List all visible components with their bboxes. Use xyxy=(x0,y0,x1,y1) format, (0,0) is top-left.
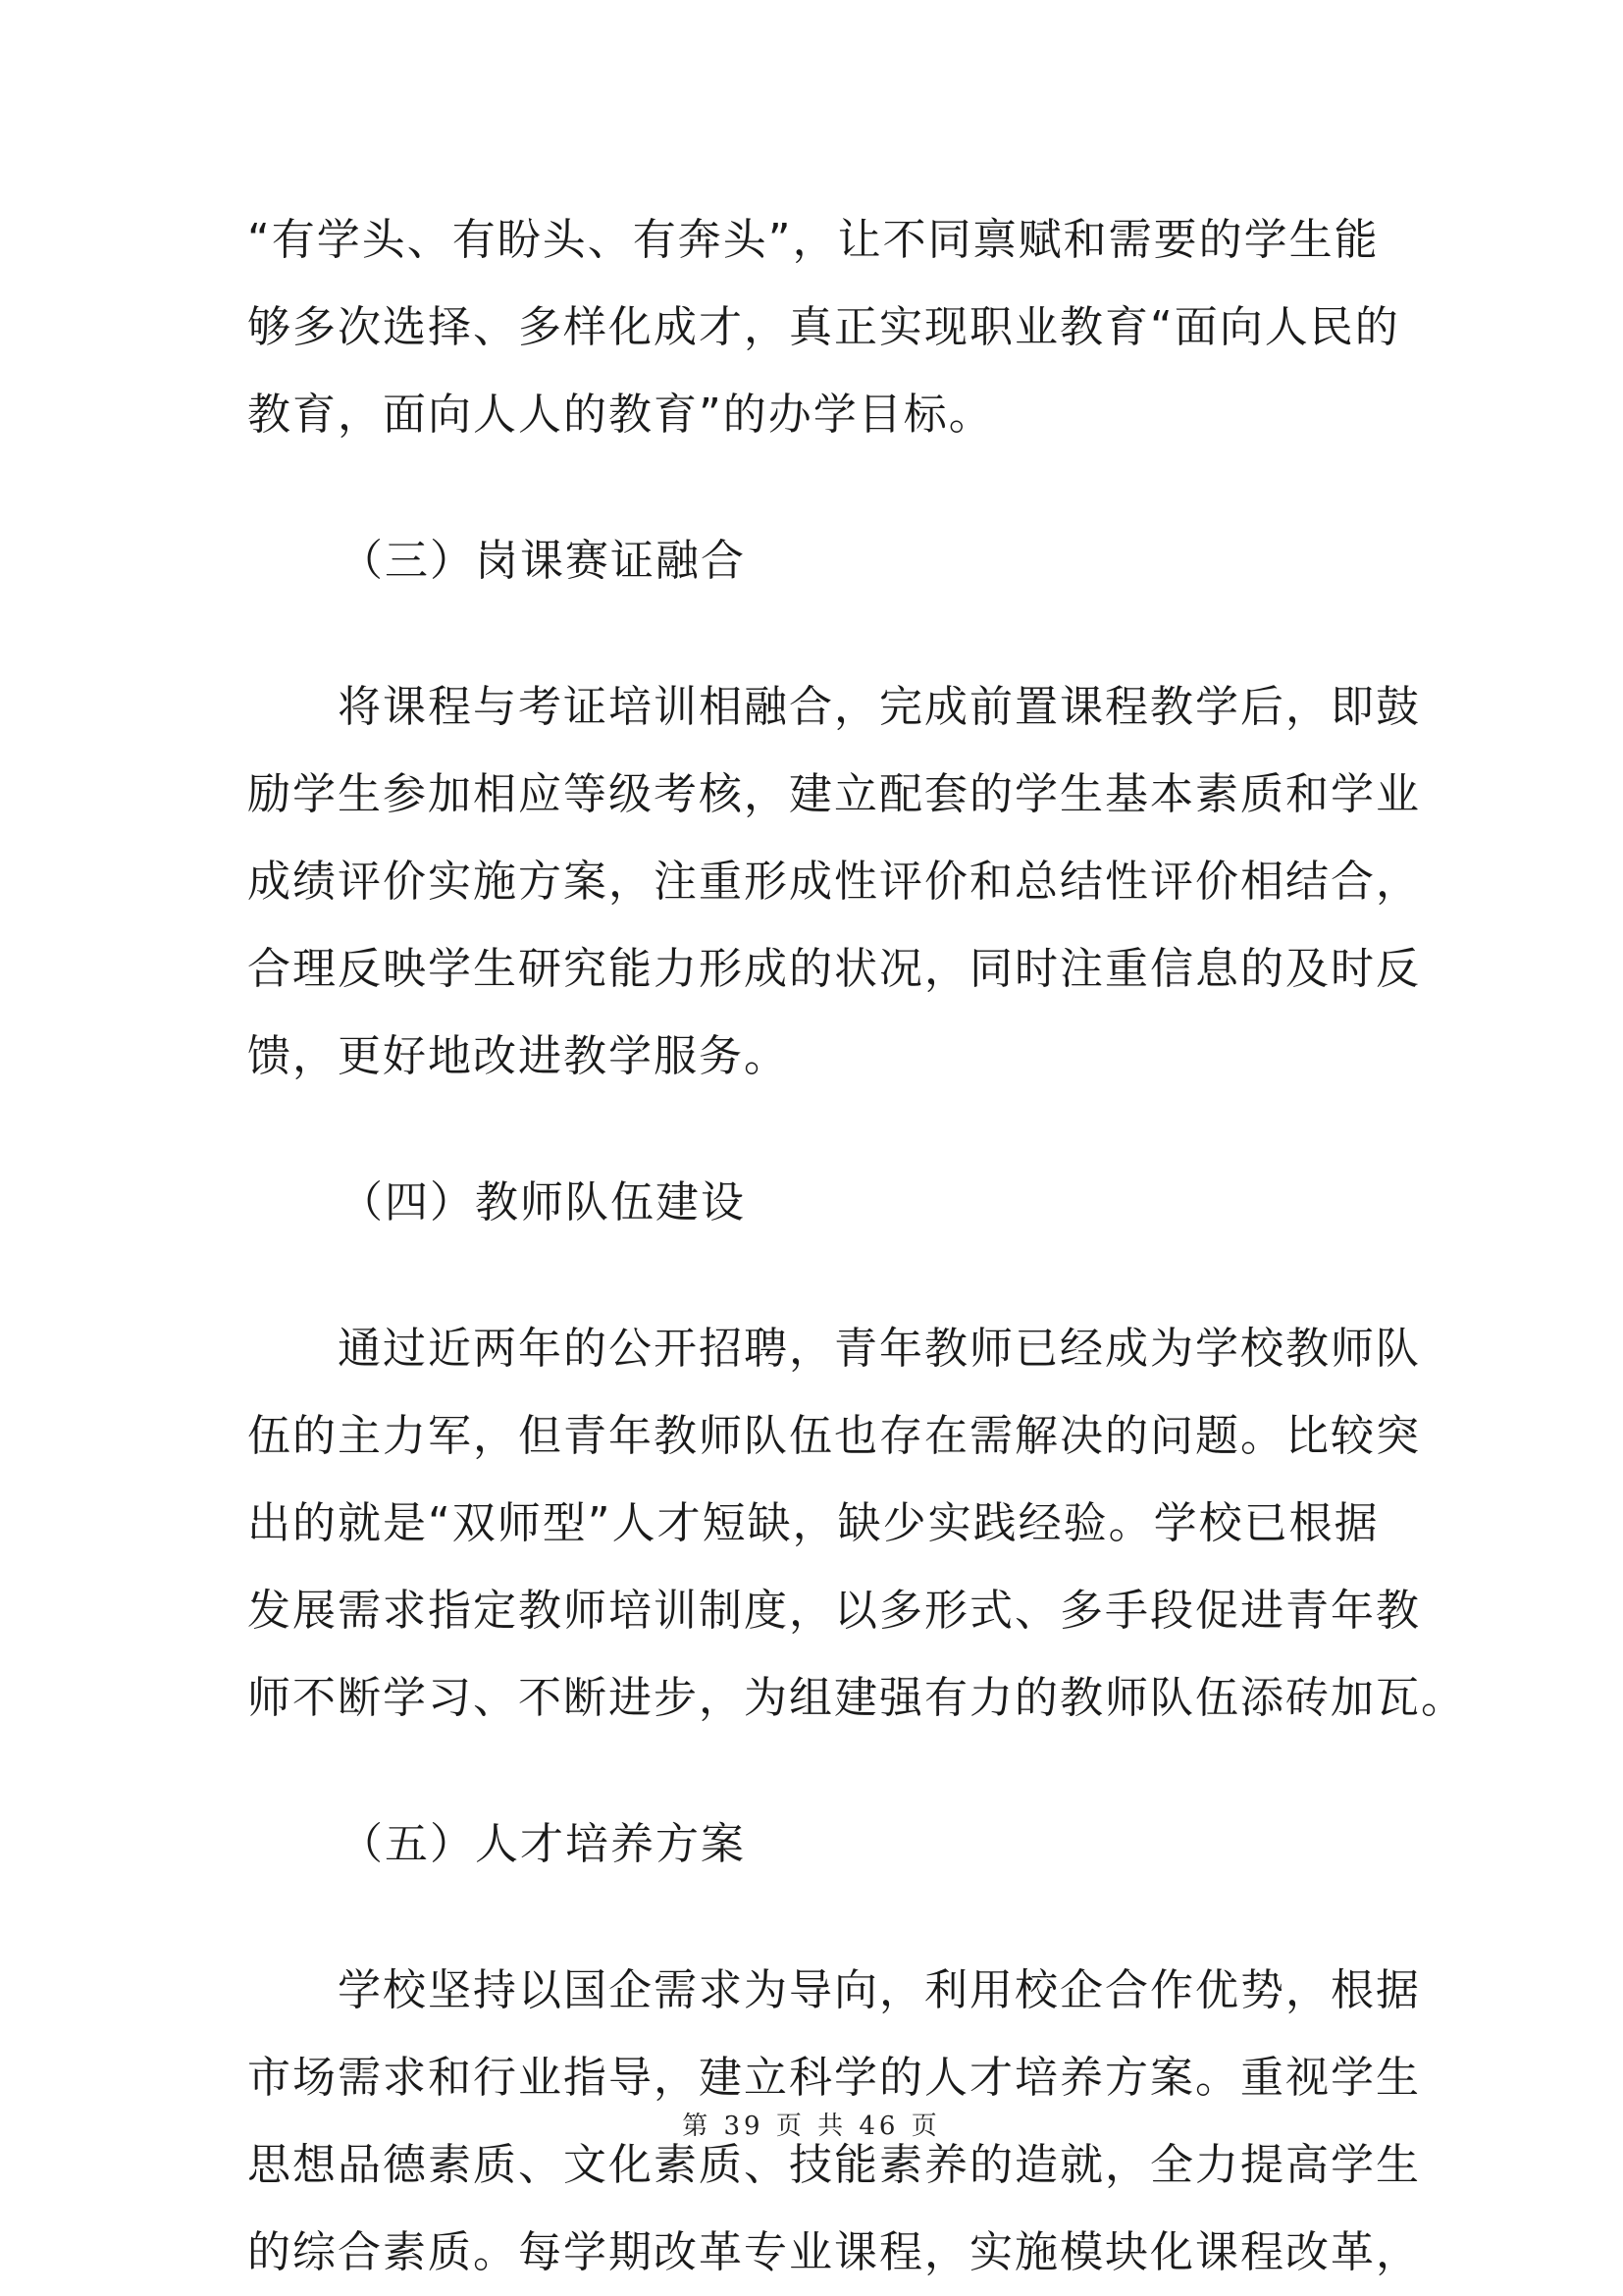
text-line: 的综合素质。每学期改革专业课程，实施模块化课程改革， xyxy=(247,2227,1421,2277)
text-line: 市场需求和行业指导，建立科学的人才培养方案。重视学生 xyxy=(247,2053,1421,2103)
section-heading-5: （五）人才培养方案 xyxy=(340,1819,746,1869)
text-line: 伍的主力军，但青年教师队伍也存在需解决的问题。比较突 xyxy=(247,1411,1421,1461)
text-line: 思想品德素质、文化素质、技能素养的造就，全力提高学生 xyxy=(247,2140,1421,2190)
page-number-footer: 第 39 页 共 46 页 xyxy=(682,2112,941,2141)
text-line: “有学头、有盼头、有奔头”，让不同禀赋和需要的学生能 xyxy=(247,215,1380,265)
page-content xyxy=(247,196,1466,2296)
section-heading-3: （三）岗课赛证融合 xyxy=(340,536,746,586)
text-line: 够多次选择、多样化成才，真正实现职业教育“面向人民的 xyxy=(247,302,1400,352)
text-line: 馈，更好地改进教学服务。 xyxy=(247,1031,789,1081)
text-line: 学校坚持以国企需求为导向，利用校企合作优势，根据 xyxy=(247,1965,1421,2015)
text-line: 师不断学习、不断进步，为组建强有力的教师队伍添砖加瓦。 xyxy=(247,1673,1466,1723)
text-line: 合理反映学生研究能力形成的状况，同时注重信息的及时反 xyxy=(247,944,1421,994)
text-line: 发展需求指定教师培训制度，以多形式、多手段促进青年教 xyxy=(247,1586,1421,1636)
section-heading-4: （四）教师队伍建设 xyxy=(340,1177,746,1227)
paragraph-intro xyxy=(247,196,1400,458)
text-line: 将课程与考证培训相融合，完成前置课程教学后，即鼓 xyxy=(247,682,1421,732)
text-line: 教育，面向人人的教育”的办学目标。 xyxy=(247,390,994,440)
text-line: 励学生参加相应等级考核，建立配套的学生基本素质和学业 xyxy=(247,769,1421,819)
paragraph-section-4 xyxy=(247,1305,1466,1742)
text-line: 出的就是“双师型”人才短缺，缺少实践经验。学校已根据 xyxy=(247,1498,1380,1548)
text-line: 成绩评价实施方案，注重形成性评价和总结性评价相结合， xyxy=(247,857,1421,907)
text-line: 通过近两年的公开招聘，青年教师已经成为学校教师队 xyxy=(247,1324,1421,1374)
paragraph-section-3 xyxy=(247,663,1421,1100)
